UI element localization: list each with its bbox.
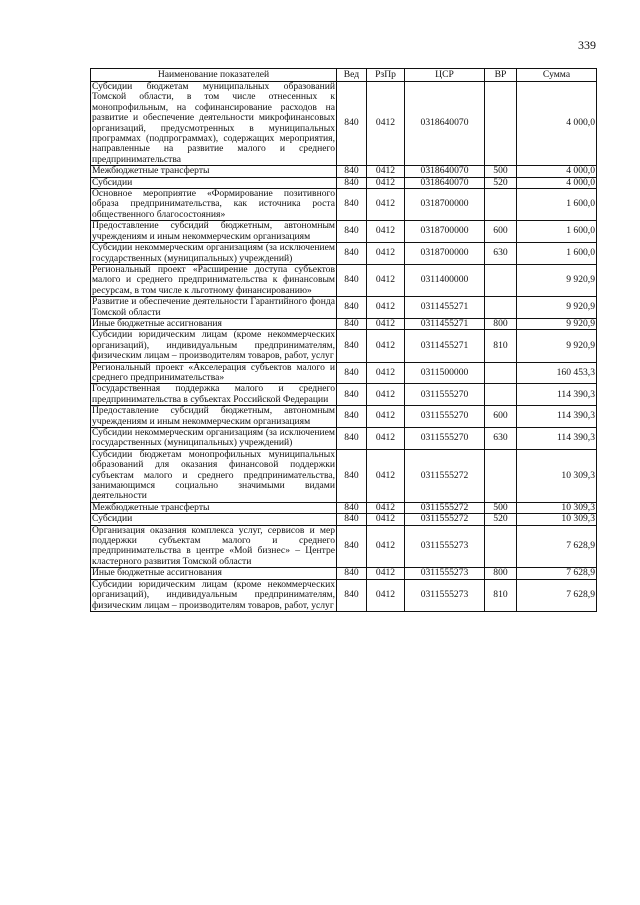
cell-vr: 520 <box>485 177 517 188</box>
table-row <box>91 384 597 406</box>
cell-name: Иные бюджетные ассигнования <box>91 568 337 579</box>
cell-rzpr: 0412 <box>367 166 405 177</box>
cell-name: Организация оказания комплекса услуг, сервисов и мер поддержки субъектам малого и среднего предпринимательства в центре «Мой бизнес» – Центре кластерного развития Томской области <box>92 524 335 567</box>
cell-name: Иные бюджетные ассигнования <box>91 318 337 329</box>
cell-name: Предоставление субсидий бюджетным, автономным учреждениям и иным некоммерческим организациям <box>92 405 335 427</box>
cell-sum: 160 453,3 <box>517 362 597 384</box>
cell-name: Субсидии <box>91 177 337 188</box>
table-row <box>91 449 597 502</box>
cell-rzpr: 0412 <box>367 330 405 362</box>
cell-ved: 840 <box>337 177 367 188</box>
table-row <box>91 318 597 329</box>
cell-name: Субсидии <box>91 514 337 525</box>
cell-name: Субсидии юридическим лицам (кроме некоммерческих организаций), индивидуальным предпринимателям, физическим лицам – производителям товаров, работ, услуг <box>92 578 335 611</box>
cell-vr <box>485 525 517 568</box>
cell-name: Региональный проект «Акселерация субъектов малого и среднего предпринимательства» <box>92 361 335 383</box>
table-row <box>91 297 597 319</box>
cell-sum: 114 390,3 <box>517 428 597 450</box>
cell-sum: 7 628,9 <box>517 525 597 568</box>
cell-rzpr: 0412 <box>367 384 405 406</box>
cell-vr: 520 <box>485 514 517 525</box>
cell-sum: 4 000,0 <box>517 166 597 177</box>
cell-sum: 4 000,0 <box>517 82 597 166</box>
cell-csr: 0318640070 <box>405 82 485 166</box>
cell-rzpr: 0412 <box>367 82 405 166</box>
cell-name: Развитие и обеспечение деятельности Гарантийного фонда Томской области <box>92 296 335 318</box>
cell-rzpr: 0412 <box>367 318 405 329</box>
cell-name: Межбюджетные трансферты <box>91 166 337 177</box>
cell-csr: 0311400000 <box>405 264 485 296</box>
cell-ved: 840 <box>337 297 367 319</box>
cell-sum: 9 920,9 <box>517 297 597 319</box>
table-row <box>91 82 597 166</box>
cell-sum: 7 628,9 <box>517 579 597 611</box>
cell-sum: 4 000,0 <box>517 177 597 188</box>
header-ved: Вед <box>337 69 367 82</box>
cell-ved: 840 <box>337 428 367 450</box>
budget-table <box>90 68 597 612</box>
cell-csr: 0311455271 <box>405 330 485 362</box>
cell-name: Межбюджетные трансферты <box>91 502 337 513</box>
table-row <box>91 514 597 525</box>
cell-rzpr: 0412 <box>367 502 405 513</box>
table-row <box>91 502 597 513</box>
cell-rzpr: 0412 <box>367 264 405 296</box>
cell-csr: 0318700000 <box>405 221 485 243</box>
cell-sum: 9 920,9 <box>517 318 597 329</box>
cell-rzpr: 0412 <box>367 579 405 611</box>
cell-ved: 840 <box>337 568 367 579</box>
cell-vr <box>485 297 517 319</box>
cell-ved: 840 <box>337 579 367 611</box>
cell-ved: 840 <box>337 166 367 177</box>
cell-name: Субсидии некоммерческим организациям (за исключением государственных (муниципальных) учреждений) <box>92 242 335 264</box>
table-row <box>91 166 597 177</box>
cell-csr: 0311555273 <box>405 568 485 579</box>
cell-ved: 840 <box>337 384 367 406</box>
table-body <box>91 82 597 612</box>
cell-vr <box>485 384 517 406</box>
cell-ved: 840 <box>337 82 367 166</box>
header-name: Наименование показателей <box>91 69 337 82</box>
cell-rzpr: 0412 <box>367 514 405 525</box>
cell-name: Государственная поддержка малого и среднего предпринимательства в субъектах Российской Федерации <box>92 383 335 405</box>
cell-ved: 840 <box>337 449 367 502</box>
header-csr: ЦСР <box>405 69 485 82</box>
cell-ved: 840 <box>337 406 367 428</box>
table-row <box>91 362 597 384</box>
cell-vr: 800 <box>485 568 517 579</box>
cell-sum: 10 309,3 <box>517 502 597 513</box>
cell-csr: 0318640070 <box>405 177 485 188</box>
table-row <box>91 189 597 221</box>
cell-csr: 0311555273 <box>405 579 485 611</box>
table-row <box>91 428 597 450</box>
table-row <box>91 330 597 362</box>
cell-rzpr: 0412 <box>367 428 405 450</box>
cell-sum: 10 309,3 <box>517 514 597 525</box>
cell-vr <box>485 264 517 296</box>
cell-name: Субсидии некоммерческим организациям (за исключением государственных (муниципальных) учреждений) <box>92 427 335 449</box>
table-row <box>91 177 597 188</box>
cell-sum: 1 600,0 <box>517 221 597 243</box>
cell-name: Предоставление субсидий бюджетным, автономным учреждениям и иным некоммерческим организациям <box>92 220 335 242</box>
cell-vr <box>485 362 517 384</box>
cell-ved: 840 <box>337 525 367 568</box>
cell-sum: 114 390,3 <box>517 406 597 428</box>
cell-vr: 800 <box>485 318 517 329</box>
page-number: 339 <box>578 38 596 52</box>
cell-csr: 0318640070 <box>405 166 485 177</box>
cell-rzpr: 0412 <box>367 449 405 502</box>
header-vr: ВР <box>485 69 517 82</box>
cell-csr: 0311555270 <box>405 428 485 450</box>
cell-csr: 0318700000 <box>405 243 485 265</box>
cell-vr: 600 <box>485 221 517 243</box>
cell-sum: 7 628,9 <box>517 568 597 579</box>
table-row <box>91 264 597 296</box>
cell-rzpr: 0412 <box>367 362 405 384</box>
cell-ved: 840 <box>337 264 367 296</box>
cell-rzpr: 0412 <box>367 297 405 319</box>
cell-ved: 840 <box>337 243 367 265</box>
table-row <box>91 568 597 579</box>
cell-rzpr: 0412 <box>367 406 405 428</box>
cell-vr: 500 <box>485 502 517 513</box>
table-row <box>91 243 597 265</box>
table-row <box>91 221 597 243</box>
cell-csr: 0311500000 <box>405 362 485 384</box>
cell-ved: 840 <box>337 330 367 362</box>
cell-rzpr: 0412 <box>367 243 405 265</box>
cell-csr: 0311555273 <box>405 525 485 568</box>
cell-vr: 630 <box>485 243 517 265</box>
cell-name: Региональный проект «Расширение доступа субъектов малого и среднего предпринимательства к финансовым ресурсам, в том числе к льготному финансированию» <box>92 263 335 296</box>
cell-name: Субсидии бюджетам монопрофильных муниципальных образований для оказания финансовой поддержки субъектам малого и среднего предпринимательства, занимающимся социально значимыми видами деятельности <box>92 448 335 502</box>
cell-ved: 840 <box>337 502 367 513</box>
header-rzpr: РзПр <box>367 69 405 82</box>
cell-vr <box>485 449 517 502</box>
cell-rzpr: 0412 <box>367 189 405 221</box>
cell-csr: 0311555272 <box>405 514 485 525</box>
table-row <box>91 579 597 611</box>
cell-vr <box>485 189 517 221</box>
cell-ved: 840 <box>337 362 367 384</box>
cell-csr: 0311455271 <box>405 318 485 329</box>
cell-sum: 9 920,9 <box>517 330 597 362</box>
header-sum: Сумма <box>517 69 597 82</box>
cell-ved: 840 <box>337 318 367 329</box>
cell-csr: 0311455271 <box>405 297 485 319</box>
cell-rzpr: 0412 <box>367 221 405 243</box>
cell-name: Субсидии юридическим лицам (кроме некоммерческих организаций), индивидуальным предпринимателям, физическим лицам – производителям товаров, работ, услуг <box>92 329 335 362</box>
cell-csr: 0311555272 <box>405 502 485 513</box>
cell-vr: 630 <box>485 428 517 450</box>
cell-sum: 9 920,9 <box>517 264 597 296</box>
cell-vr: 600 <box>485 406 517 428</box>
cell-ved: 840 <box>337 514 367 525</box>
cell-vr <box>485 82 517 166</box>
cell-sum: 114 390,3 <box>517 384 597 406</box>
cell-csr: 0311555270 <box>405 406 485 428</box>
table-header-row <box>91 69 597 82</box>
table-row <box>91 406 597 428</box>
cell-sum: 10 309,3 <box>517 449 597 502</box>
cell-name: Субсидии бюджетам муниципальных образований Томской области, в том числе отнесенных к монопрофильным, на софинансирование расходов на развитие и обеспечение деятельности микрофинансовых организаций, предусмотренных в муниципальных программах (подпрограммах), содержащих мероприятия, направленные на развитие малого и среднего предпринимательства <box>92 81 335 165</box>
cell-rzpr: 0412 <box>367 568 405 579</box>
cell-sum: 1 600,0 <box>517 189 597 221</box>
cell-sum: 1 600,0 <box>517 243 597 265</box>
cell-vr: 810 <box>485 330 517 362</box>
cell-rzpr: 0412 <box>367 525 405 568</box>
cell-vr: 810 <box>485 579 517 611</box>
cell-name: Основное мероприятие «Формирование позитивного образа предпринимательства, как источника роста общественного благосостояния» <box>92 188 335 220</box>
cell-rzpr: 0412 <box>367 177 405 188</box>
cell-csr: 0311555272 <box>405 449 485 502</box>
cell-csr: 0318700000 <box>405 189 485 221</box>
cell-csr: 0311555270 <box>405 384 485 406</box>
cell-ved: 840 <box>337 221 367 243</box>
cell-vr: 500 <box>485 166 517 177</box>
cell-ved: 840 <box>337 189 367 221</box>
table-row <box>91 525 597 568</box>
